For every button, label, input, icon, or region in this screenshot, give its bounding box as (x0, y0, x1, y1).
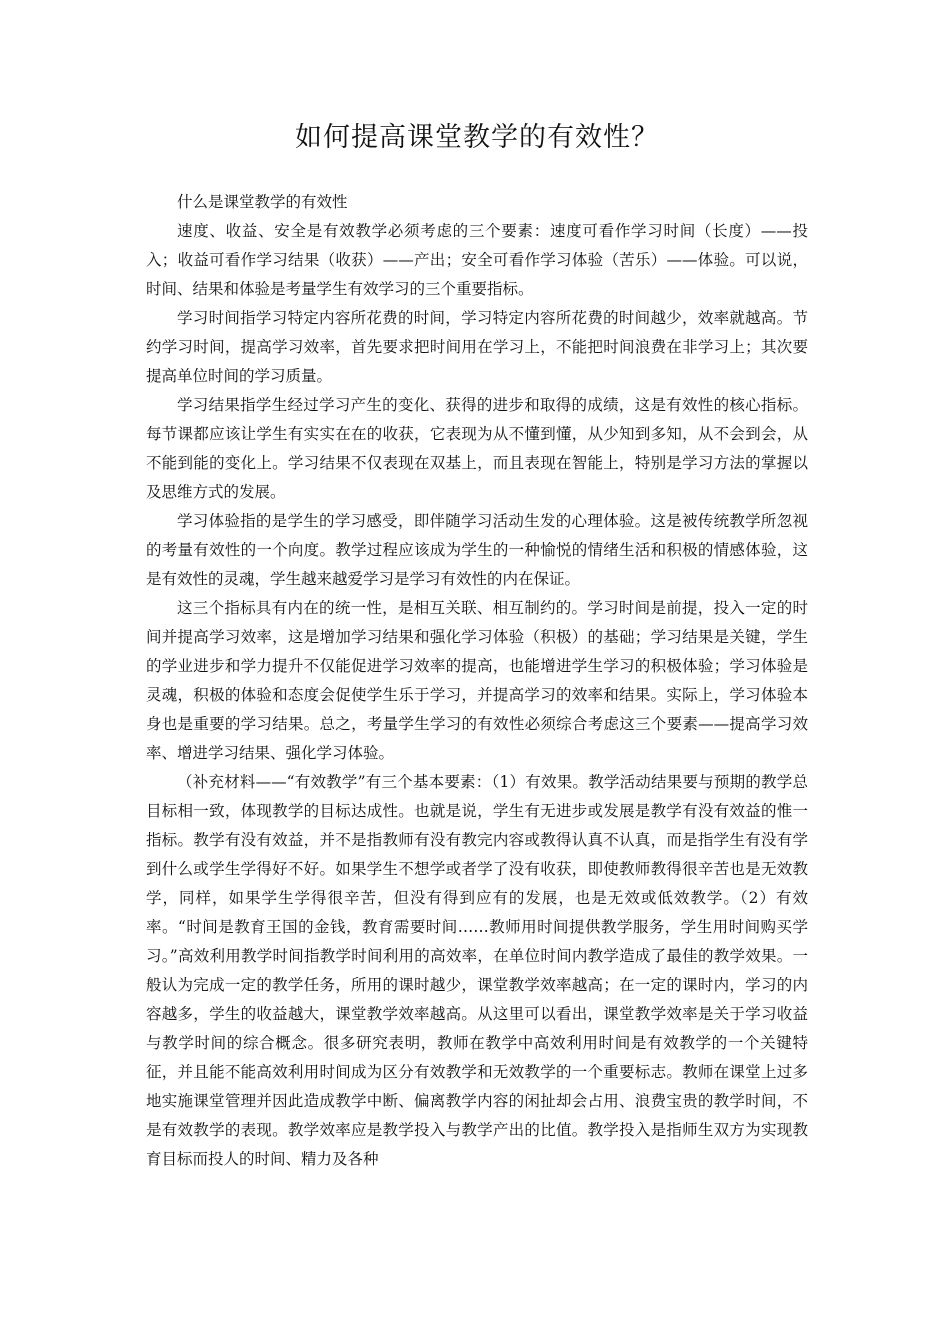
paragraph-three-factors: 速度、收益、安全是有效教学必须考虑的三个要素：速度可看作学习时间（长度）——投入；收益可看作学习结果（收获）——产出；安全可看作学习体验（苦乐）——体验。可以说，时间、结果和体验是考量学生有效学习的三个重要指标。 (146, 222, 808, 298)
paragraph-learning-result: 学习结果指学生经过学习产生的变化、获得的进步和取得的成绩，这是有效性的核心指标。每节课都应该让学生有实实在在的收获，它表现为从不懂到懂，从少知到多知，从不会到会，从不能到能的变化上。学习结果不仅表现在双基上，而且表现在智能上，特别是学习方法的掌握以及思维方式的发展。 (146, 396, 808, 501)
paragraph-indicator-unity: 这三个指标具有内在的统一性，是相互关联、相互制约的。学习时间是前提，投入一定的时间并提高学习效率，这是增加学习结果和强化学习体验（积极）的基础；学习结果是关键，学生的学业进步和学力提升不仅能促进学习效率的提高，也能增进学生学习的积极体验；学习体验是灵魂，积极的体验和态度会促使学生乐于学习，并提高学习的效率和结果。实际上，学习体验本身也是重要的学习结果。总之，考量学生学习的有效性必须综合考虑这三个要素——提高学习效率、增进学习结果、强化学习体验。 (146, 599, 808, 762)
paragraph-supplementary-material: （补充材料——“有效教学”有三个基本要素：（1）有效果。教学活动结果要与预期的教学总目标相一致，体现教学的目标达成性。也就是说，学生有无进步或发展是教学有没有效益的惟一指标。教学有没有效益，并不是指教师有没有教完内容或教得认真不认真，而是指学生有没有学到什么或学生学得好不好。如果学生不想学或者学了没有收获，即使教师教得很辛苦也是无效教学，同样，如果学生学得很辛苦，但没有得到应有的发展，也是无效或低效教学。（2）有效率。“时间是教育王国的金钱，教育需要时间……教师用时间提供教学服务，学生用时间购买学习。”高效利用教学时间指教学时间利用的高效率，在单位时间内教学造成了最佳的教学效果。一般认为完成一定的教学任务，所用的课时越少，课堂教学效率越高；在一定的课时内，学习的内容越多，学生的收益越大，课堂教学效率越高。从这里可以看出，课堂教学效率是关于学习收益与教学时间的综合概念。很多研究表明，教师在教学中高效利用时间是有效教学的一个关键特征，并且能不能高效利用时间成为区分有效教学和无效教学的一个重要标志。教师在课堂上过多地实施课堂管理并因此造成教学中断、偏离教学内容的闲扯却会占用、浪费宝贵的教学时间，不是有效教学的表现。教学效率应是教学投入与教学产出的比值。教学投入是指师生双方为实现教育目标而投人的时间、精力及各种 (146, 773, 808, 1168)
paragraph-learning-experience: 学习体验指的是学生的学习感受，即伴随学习活动生发的心理体验。这是被传统教学所忽视的考量有效性的一个向度。教学过程应该成为学生的一种愉悦的情绪生活和积极的情感体验，这是有效性的灵魂，学生越来越爱学习是学习有效性的内在保证。 (146, 512, 808, 588)
document-page (146, 118, 808, 1174)
section-heading: 什么是课堂教学的有效性 (177, 193, 348, 211)
paragraph-learning-time: 学习时间指学习特定内容所花费的时间，学习特定内容所花费的时间越少，效率就越高。节约学习时间，提高学习效率，首先要求把时间用在学习上，不能把时间浪费在非学习上；其次要提高单位时间的学习质量。 (146, 309, 808, 385)
document-title: 如何提高课堂教学的有效性？ (295, 122, 659, 153)
